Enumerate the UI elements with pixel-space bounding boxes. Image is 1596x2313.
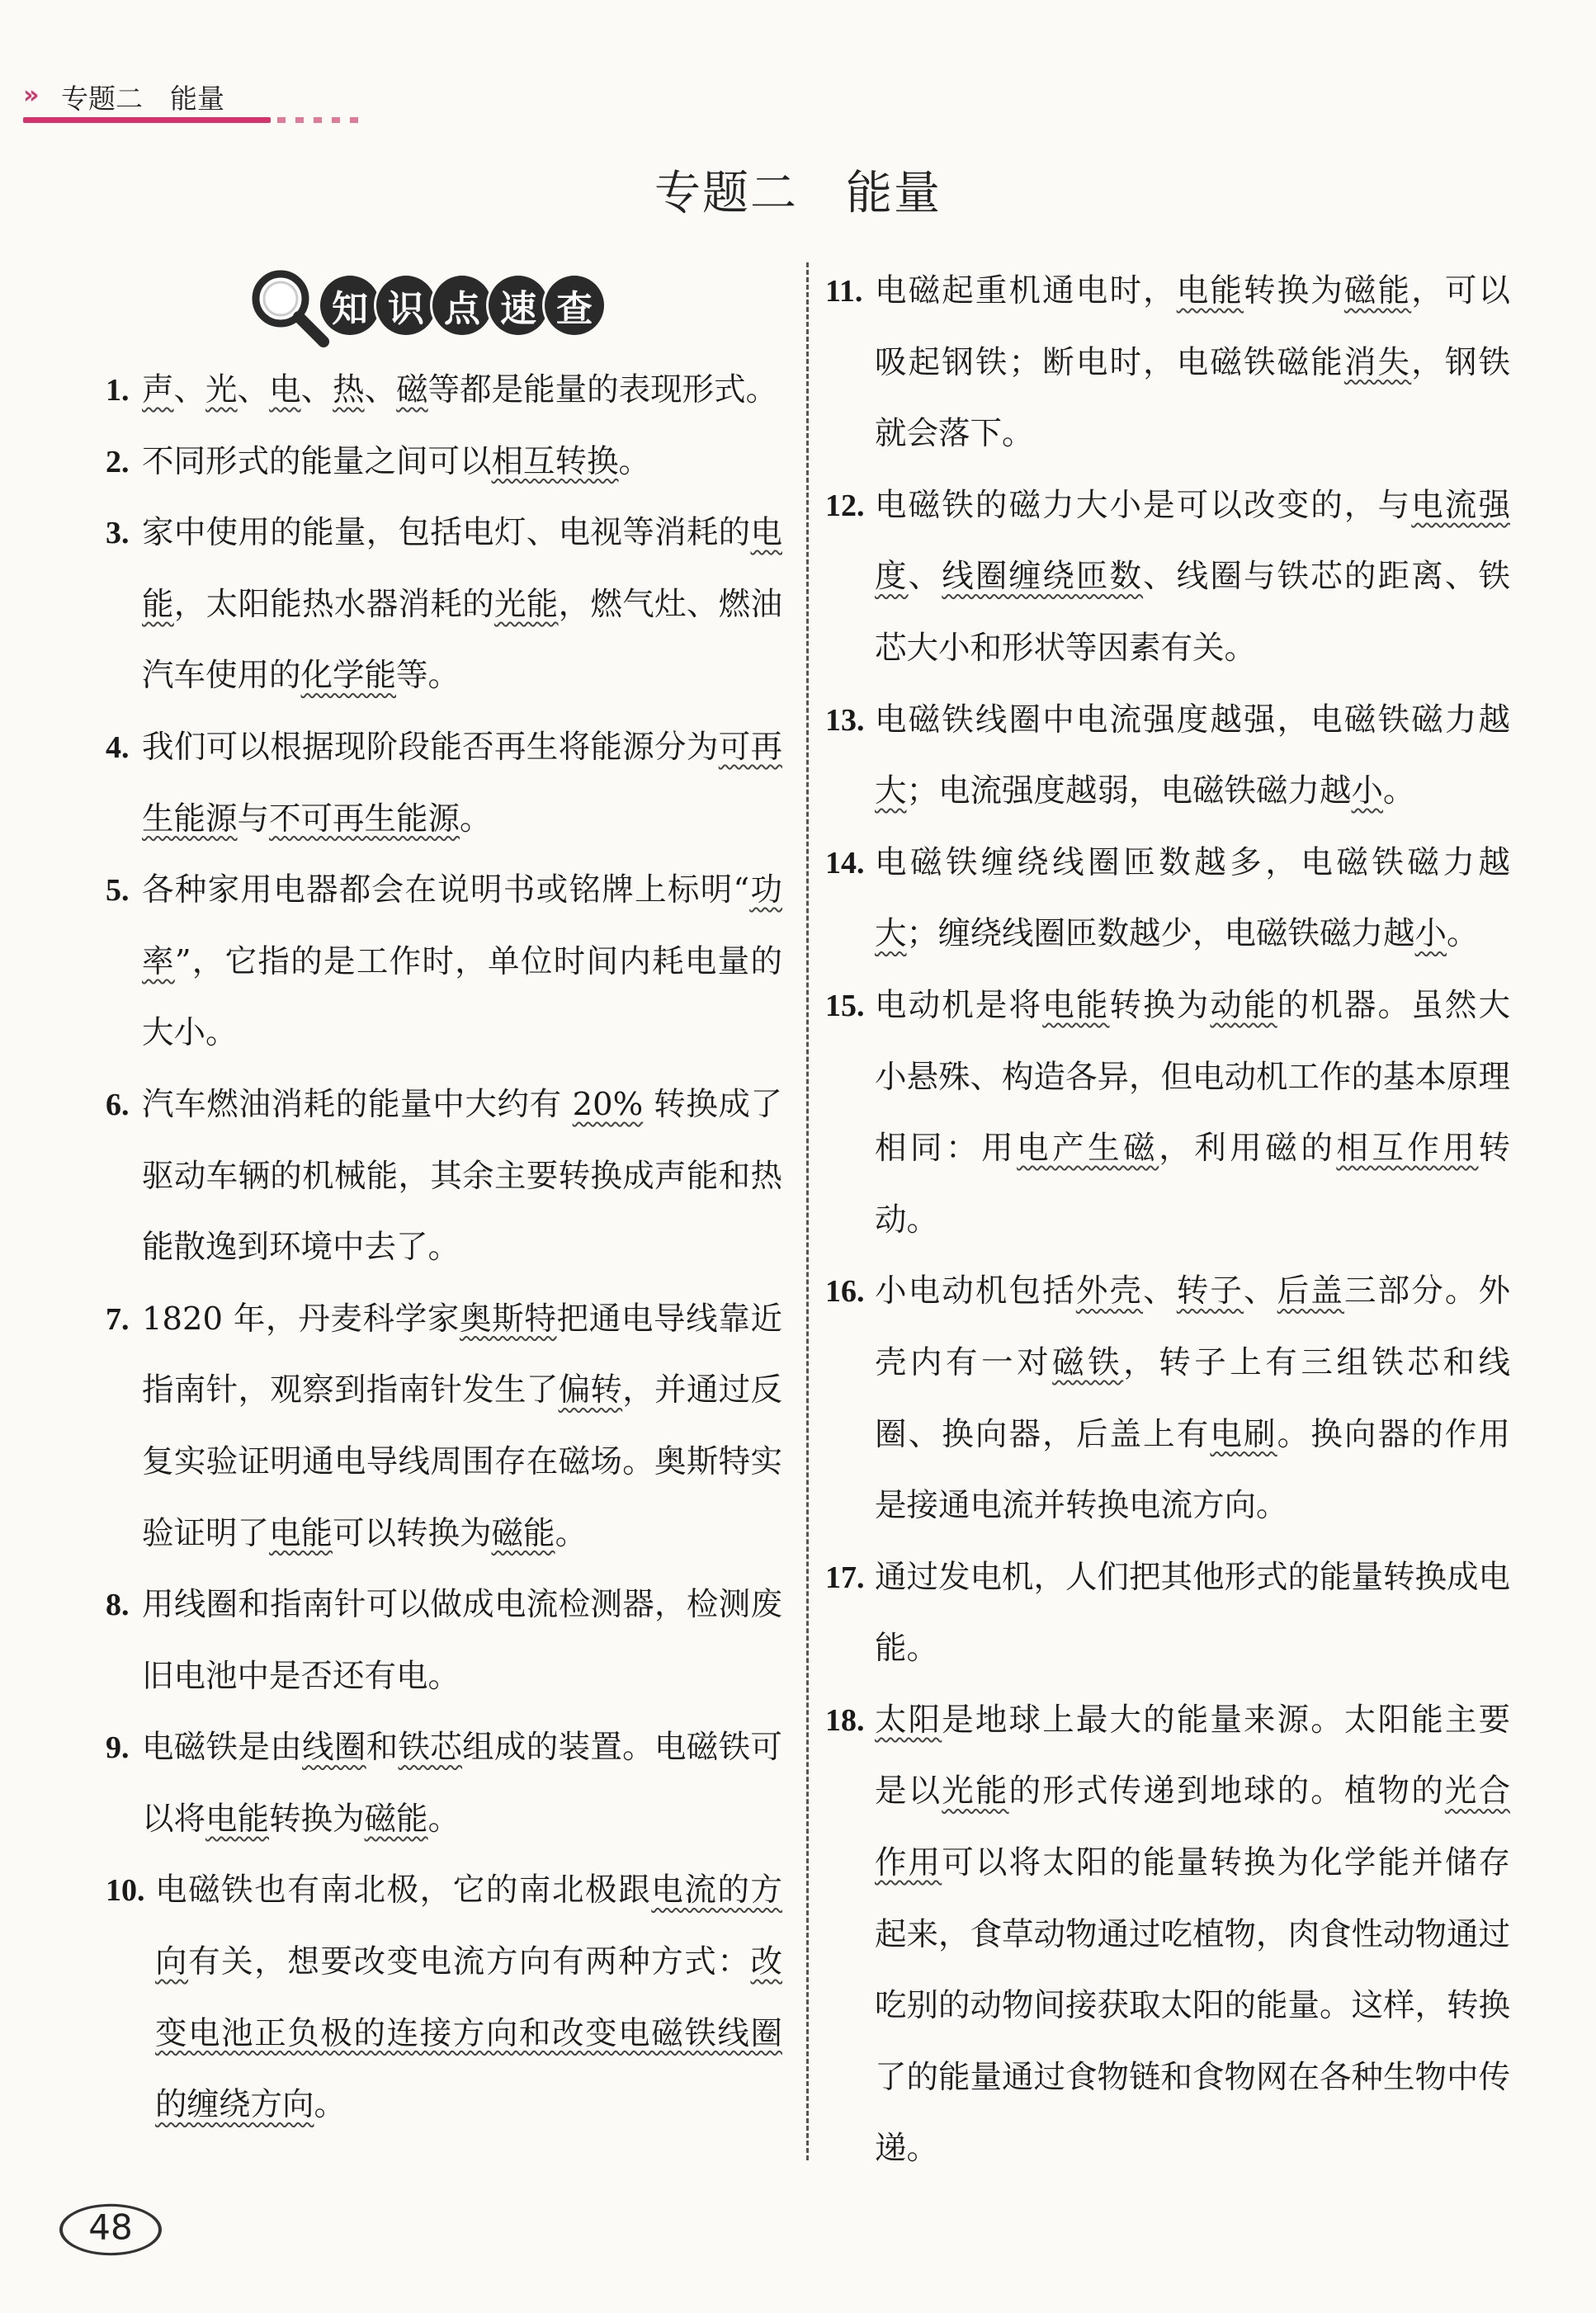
header-dots (277, 117, 368, 123)
page-number (59, 2204, 162, 2255)
list-item (825, 970, 1510, 1256)
list-item (106, 855, 782, 1069)
list-item (106, 1069, 782, 1284)
heading-char: 识 (376, 276, 436, 335)
item-text: 电磁铁线圈中电流强度越强，电磁铁磁力越大；电流强度越弱，电磁铁磁力越小。 (875, 701, 1510, 810)
column-divider (806, 262, 809, 2160)
item-text: 1820 年，丹麦科学家奥斯特把通电导线靠近指南针，观察到指南针发生了偏转，并通过反复实验证明通电导线周围存在磁场。奥斯特实验证明了电能可以转换为磁能。 (142, 1300, 782, 1552)
list-item (106, 1855, 782, 2141)
item-number: 1. (106, 373, 130, 408)
item-text: 电磁铁也有南北极，它的南北极跟电流的方向有关，想要改变电流方向有两种方式：改变电池正负极的连接方向和改变电磁铁线圈的缠绕方向。 (155, 1872, 782, 2124)
item-number: 13. (825, 702, 865, 738)
item-number: 16. (825, 1274, 865, 1310)
header-rule (23, 117, 271, 123)
item-number: 15. (825, 988, 865, 1023)
list-item (825, 828, 1510, 970)
item-text: 通过发电机，人们把其他形式的能量转换成电能。 (875, 1558, 1511, 1668)
heading-char: 知 (320, 276, 380, 335)
chevron-icon: » (23, 81, 35, 110)
left-column (106, 355, 782, 2141)
item-number: 7. (106, 1301, 130, 1337)
item-number: 5. (106, 873, 130, 909)
item-text: 声、光、电、热、磁等都是能量的表现形式。 (142, 371, 778, 408)
item-text: 电磁铁是由线圈和铁芯组成的装置。电磁铁可以将电能转换为磁能。 (142, 1729, 782, 1838)
item-text: 汽车燃油消耗的能量中大约有 20% 转换成了驱动车辆的机械能，其余主要转换成声能和热能散逸到环境中去了。 (142, 1085, 782, 1267)
item-number: 9. (106, 1730, 130, 1766)
section-heading-badges (320, 276, 601, 335)
heading-char: 速 (489, 276, 548, 335)
item-text: 电磁起重机通电时，电能转换为磁能，可以吸起钢铁；断电时，电磁铁磁能消失，钢铁就会落下。 (875, 272, 1510, 453)
list-item (825, 1685, 1510, 2185)
running-header-text: 专题二 能量 (61, 83, 224, 115)
heading-char: 点 (432, 276, 492, 335)
list-item (825, 1256, 1510, 1541)
item-text: 小电动机包括外壳、转子、后盖三部分。外壳内有一对磁铁，转子上有三组铁芯和线圈、换向器，后盖上有电刷。换向器的作用是接通电流并转换电流方向。 (875, 1272, 1510, 1525)
item-text: 家中使用的能量，包括电灯、电视等消耗的电能，太阳能热水器消耗的光能，燃气灶、燃油汽车使用的化学能等。 (142, 514, 782, 695)
item-text: 太阳是地球上最大的能量来源。太阳能主要是以光能的形式传递到地球的。植物的光合作用可以将太阳的能量转换为化学能并储存起来，食草动物通过吃植物，肉食性动物通过吃别的动物间接获取太阳的能量。这样，转换了的能量通过食物链和食物网在各种生物中传递。 (875, 1701, 1511, 2168)
item-text: 电动机是将电能转换为动能的机器。虽然大小悬殊、构造各异，但电动机工作的基本原理相同：用电产生磁，利用磁的相互作用转动。 (875, 986, 1511, 1239)
item-text: 电磁铁的磁力大小是可以改变的，与电流强度、线圈缠绕匝数、线圈与铁芯的距离、铁芯大小和形状等因素有关。 (875, 486, 1510, 667)
list-item (106, 498, 782, 712)
running-header (23, 76, 353, 117)
item-text: 不同形式的能量之间可以相互转换。 (142, 442, 651, 480)
item-text: 我们可以根据现阶段能否再生将能源分为可再生能源与不可再生能源。 (142, 728, 782, 838)
list-item (106, 712, 782, 855)
item-number: 10. (106, 1873, 145, 1909)
list-item (825, 685, 1510, 828)
section-heading (248, 266, 644, 348)
list-item (106, 1712, 782, 1855)
item-number: 17. (825, 1560, 865, 1595)
list-item (825, 470, 1510, 685)
list-item (825, 1542, 1510, 1685)
list-item (825, 256, 1510, 470)
item-number: 3. (106, 516, 130, 551)
item-number: 18. (825, 1702, 865, 1738)
item-text: 各种家用电器都会在说明书或铭牌上标明“功率”，它指的是工作时，单位时间内耗电量的大小。 (142, 871, 782, 1052)
item-number: 2. (106, 444, 130, 479)
item-number: 12. (825, 488, 865, 523)
item-number: 11. (825, 274, 863, 309)
list-item (106, 427, 782, 498)
item-number: 4. (106, 729, 130, 765)
right-column (825, 256, 1510, 2185)
item-number: 6. (106, 1087, 130, 1122)
item-text: 用线圈和指南针可以做成电流检测器，检测废旧电池中是否还有电。 (142, 1586, 782, 1695)
heading-char: 查 (545, 276, 604, 335)
page-number-text: 48 (88, 2207, 133, 2248)
list-item (106, 1570, 782, 1712)
page-title: 专题二 能量 (654, 167, 942, 220)
item-number: 14. (825, 845, 865, 880)
list-item (106, 355, 782, 427)
item-text: 电磁铁缠绕线圈匝数越多，电磁铁磁力越大；缠绕线圈匝数越少，电磁铁磁力越小。 (875, 843, 1510, 953)
item-number: 8. (106, 1588, 130, 1623)
list-item (106, 1284, 782, 1570)
